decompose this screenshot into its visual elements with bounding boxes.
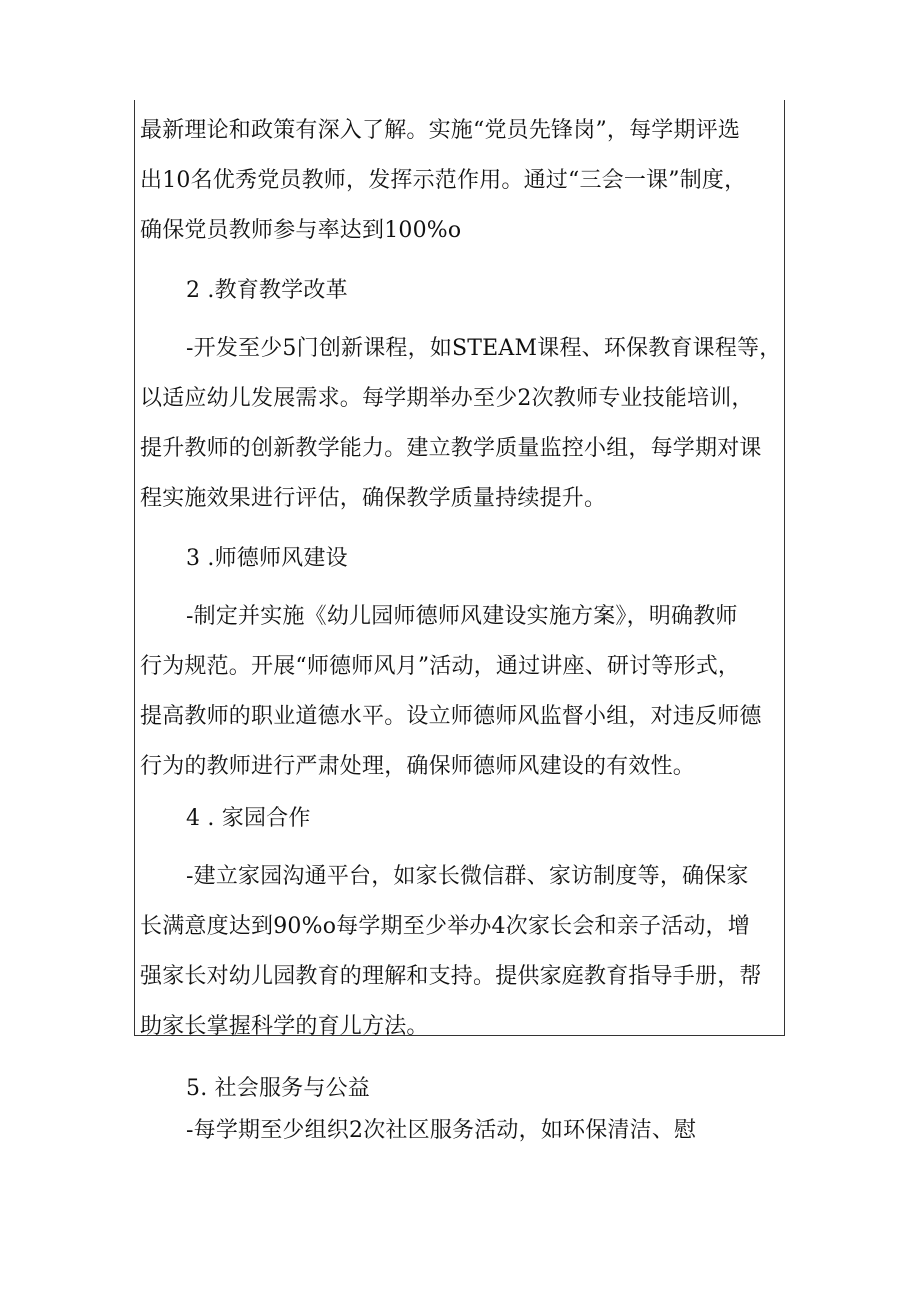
paragraph-line: 长满意度达到90%o每学期至少举办4次家长会和亲子活动，增 (140, 914, 750, 939)
section-heading: 3 .师德师风建设 (186, 546, 348, 571)
paragraph-line: 行为规范。开展“师德师风月”活动，通过讲座、研讨等形式， (140, 654, 741, 679)
paragraph-line: 出10名优秀党员教师，发挥示范作用。通过“三会一课”制度， (140, 168, 747, 193)
paragraph-line: 提高教师的职业道德水平。设立师德师风监督小组，对违反师德 (140, 704, 762, 729)
paragraph-line: 程实施效果进行评估，确保教学质量持续提升。 (140, 486, 607, 511)
section-heading: 5. 社会服务与公益 (186, 1076, 370, 1101)
paragraph-line: -开发至少5门创新课程，如STEAM课程、环保教育课程等， (186, 336, 782, 361)
section-heading: 2 .教育教学改革 (186, 278, 348, 303)
paragraph-line: 强家长对幼儿园教育的理解和支持。提供家庭教育指导手册，帮 (140, 964, 762, 989)
paragraph-line: 行为的教师进行严肃处理，确保师德师风建设的有效性。 (140, 754, 696, 779)
paragraph-line: 提升教师的创新教学能力。建立教学质量监控小组，每学期对课 (140, 436, 762, 461)
paragraph-line: 助家长掌握科学的育儿方法。 (140, 1014, 429, 1039)
paragraph-line: -制定并实施《幼儿园师德师风建设实施方案》，明确教师 (186, 604, 738, 629)
paragraph-line: 确保党员教师参与率达到100%o (140, 218, 462, 243)
paragraph-line: -每学期至少组织2次社区服务活动，如环保清洁、慰 (186, 1118, 697, 1143)
section-heading: 4 . 家园合作 (186, 806, 311, 831)
paragraph-line: 最新理论和政策有深入了解。实施“党员先锋岗”，每学期评选 (140, 118, 741, 143)
paragraph-line: 以适应幼儿发展需求。每学期举办至少2次教师专业技能培训， (140, 386, 754, 411)
paragraph-line: -建立家园沟通平台，如家长微信群、家访制度等，确保家 (186, 864, 749, 889)
